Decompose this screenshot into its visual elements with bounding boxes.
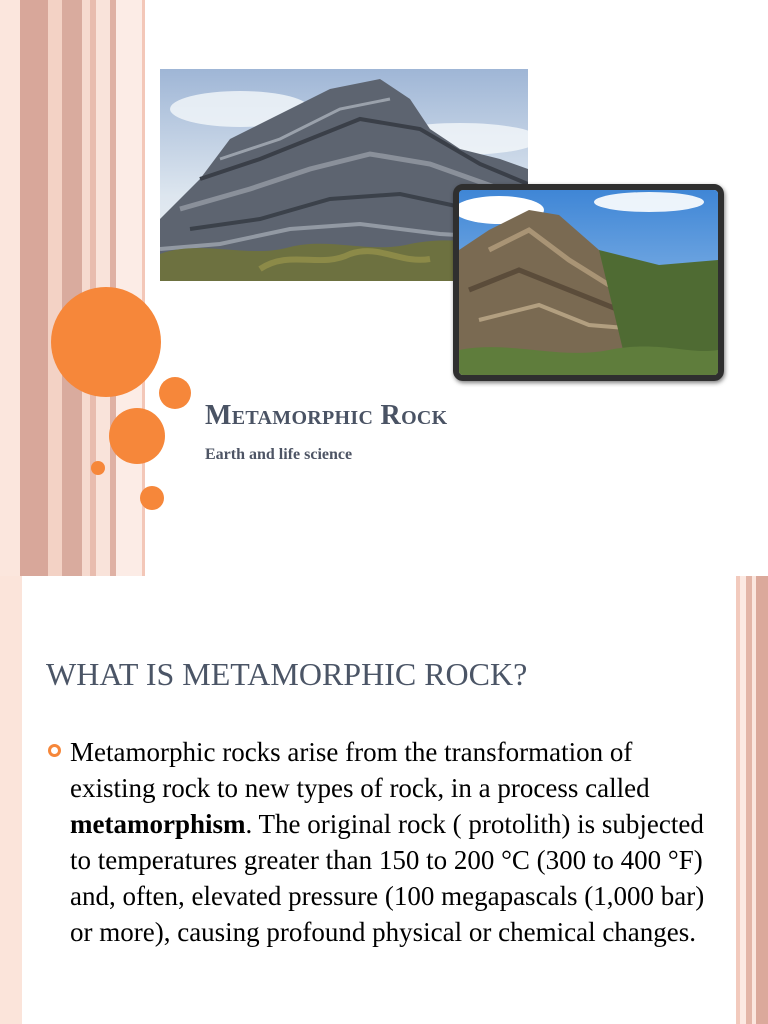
slide-subtitle: Earth and life science xyxy=(205,446,353,463)
slide-heading: WHAT IS METAMORPHIC ROCK? xyxy=(46,656,528,692)
decor-stripe xyxy=(0,0,20,576)
decor-stripe xyxy=(82,0,90,576)
bullet-text-end: . The original rock ( protolith) is subjected to temperatures greater than 150 to 200 °C (300 to 400 °F) and, often, elevated pressure (100 megapascals (1,000 bar) or more), causing profound physical or chemical changes. xyxy=(70,809,705,947)
bullet-text-start: Metamorphic rocks arise from the transformation of existing rock to new types of rock, in a process called xyxy=(70,737,650,803)
slide-title: Metamorphic Rock xyxy=(205,400,448,431)
decor-stripe xyxy=(20,0,48,576)
decor-circle-small xyxy=(140,486,164,510)
bullet-text-bold: metamorphism xyxy=(70,809,246,839)
content-slide xyxy=(0,576,768,1024)
decor-circle-small xyxy=(159,377,191,409)
decor-stripe xyxy=(62,0,82,576)
decor-stripe xyxy=(48,0,62,576)
decor-circle-medium xyxy=(109,408,165,464)
mountain-rock-photo xyxy=(453,184,724,381)
decor-stripe xyxy=(0,576,22,1024)
decor-circle-tiny xyxy=(91,461,105,475)
decor-stripe xyxy=(756,576,768,1024)
decor-circle-large xyxy=(51,287,161,397)
bullet-circle-icon xyxy=(48,744,61,757)
bullet-paragraph xyxy=(70,734,720,950)
